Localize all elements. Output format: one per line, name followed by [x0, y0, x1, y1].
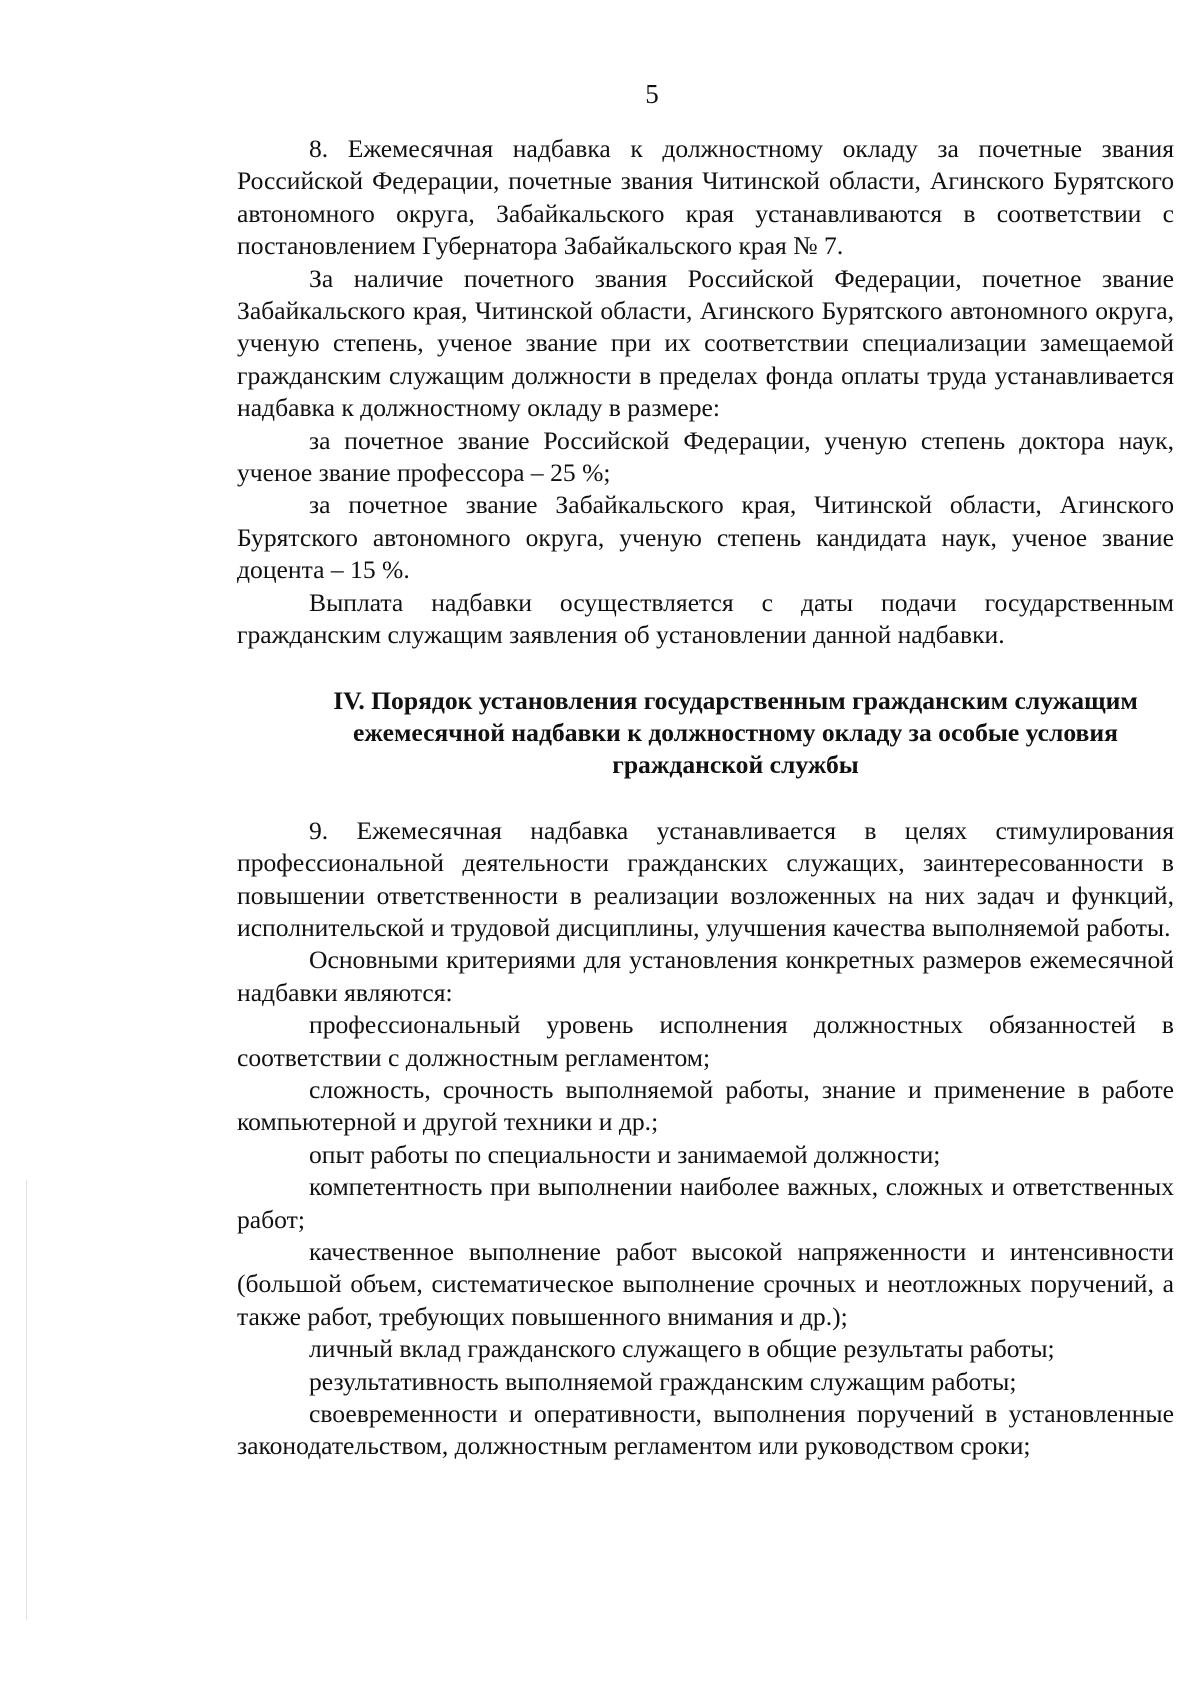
criterion-personal-contribution: личный вклад гражданского служащего в общие результаты работы;: [309, 1334, 1055, 1364]
paragraph-criteria-intro: Основными критериями для установления конкретных размеров ежемесячной надбавки являются:: [237, 945, 1174, 1007]
criterion-complexity: сложность, срочность выполняемой работы, знание и применение в работе компьютерной и другой техники и др.;: [237, 1074, 1174, 1137]
scan-edge-line: [26, 1180, 27, 1620]
section-title: IV. Порядок установления государственным гражданским служащим ежемесячной надбавки к должностному окладу за особые условия гражданской службы: [333, 685, 1138, 780]
criterion-quality: качественное выполнение работ высокой напряженности и интенсивности (большой объем, систематическое выполнение срочных и неотложных поручений, а также работ, требующих повышенного внимания и др.);: [237, 1237, 1174, 1331]
page-number: 5: [645, 79, 659, 109]
criterion-competence: компетентность при выполнении наиболее важных, сложных и ответственных работ;: [237, 1172, 1174, 1234]
paragraph-8: 8. Ежемесячная надбавка к должностному окладу за почетные звания Российской Федерации, почетные звания Читинской области, Агинского Бурятского автономного округа, Забайкальского края устанавливаются в соответствии с постановлением Губернатора Забайкальского края № 7.: [237, 134, 1174, 261]
paragraph-payment-date: Выплата надбавки осуществляется с даты подачи государственным гражданским служащим заявления об установлении данной надбавки.: [237, 587, 1174, 650]
criterion-timeliness: своевременности и оперативности, выполнения поручений в установленные законодательством, должностным регламентом или руководством сроки;: [237, 1399, 1174, 1461]
paragraph-rate-25: за почетное звание Российской Федерации, ученую степень доктора наук, ученое звание профессора – 25 %;: [237, 425, 1174, 488]
criterion-effectiveness: результативность выполняемой гражданским служащим работы;: [309, 1366, 1017, 1396]
criterion-professional-level: профессиональный уровень исполнения должностных обязанностей в соответствии с должностным регламентом;: [237, 1010, 1174, 1072]
paragraph-9: 9. Ежемесячная надбавка устанавливается в целях стимулирования профессиональной деятельности гражданских служащих, заинтересованности в повышении ответственности в реализации возложенных на них задач и функций, исполнительской и трудовой дисциплины, улучшения качества выполняемой работы.: [237, 815, 1174, 942]
document-body: [237, 133, 1174, 1463]
paragraph-rate-15: за почетное звание Забайкальского края, Читинской области, Агинского Бурятского автономного округа, ученую степень кандидата наук, ученое звание доцента – 15 %.: [237, 490, 1174, 585]
paragraph-honorary-titles: За наличие почетного звания Российской Федерации, почетное звание Забайкальского края, Читинской области, Агинского Бурятского автономного округа, ученую степень, ученое звание при их соответствии специализации замещаемой гражданским служащим должности в пределах фонда оплаты труда устанавливается надбавка к должностному окладу в размере:: [237, 263, 1174, 423]
criterion-experience: опыт работы по специальности и занимаемой должности;: [309, 1139, 941, 1169]
